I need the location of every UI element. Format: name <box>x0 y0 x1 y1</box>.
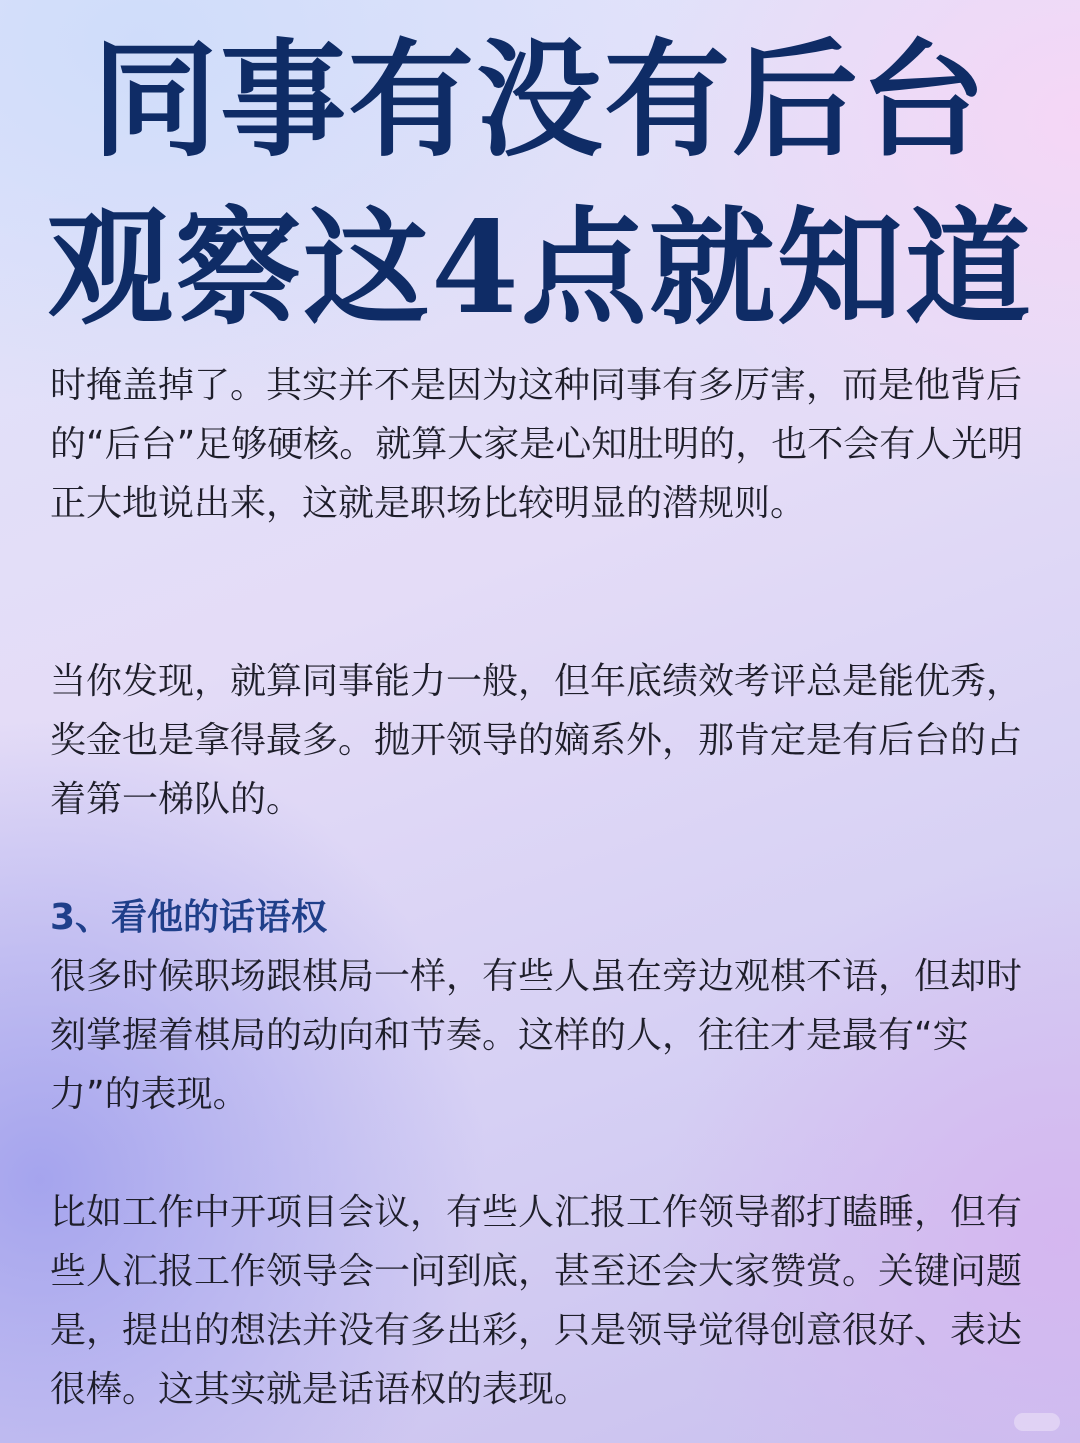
section-heading-3: 3、看他的话语权 <box>50 897 328 938</box>
title-line-1: 同事有没有后台 <box>92 26 988 174</box>
paragraph-4: 比如工作中开项目会议，有些人汇报工作领导都打瞌睡，但有些人汇报工作领导会一问到底，甚至还会大家赞赏。关键问题是，提出的想法并没有多出彩，只是领导觉得创意很好、表达很棒。这其实就是话语权的表现。 <box>50 1192 1023 1410</box>
title-line-2: 观察这4点就知道 <box>47 194 1033 342</box>
paragraph-1: 时掩盖掉了。其实并不是因为这种同事有多厉害，而是他背后的“后台”足够硬核。就算大家是心知肚明的，也不会有人光明正大地说出来，这就是职场比较明显的潜规则。 <box>50 365 1024 524</box>
watermark-icon <box>1014 1413 1060 1431</box>
paragraph-3: 很多时候职场跟棋局一样，有些人虽在旁边观棋不语，但却时刻掌握着棋局的动向和节奏。这样的人，往往才是最有“实力”的表现。 <box>50 956 1023 1115</box>
paragraph-2: 当你发现，就算同事能力一般，但年底绩效考评总是能优秀，奖金也是拿得最多。抛开领导的嫡系外，那肯定是有后台的占着第一梯队的。 <box>50 661 1023 820</box>
